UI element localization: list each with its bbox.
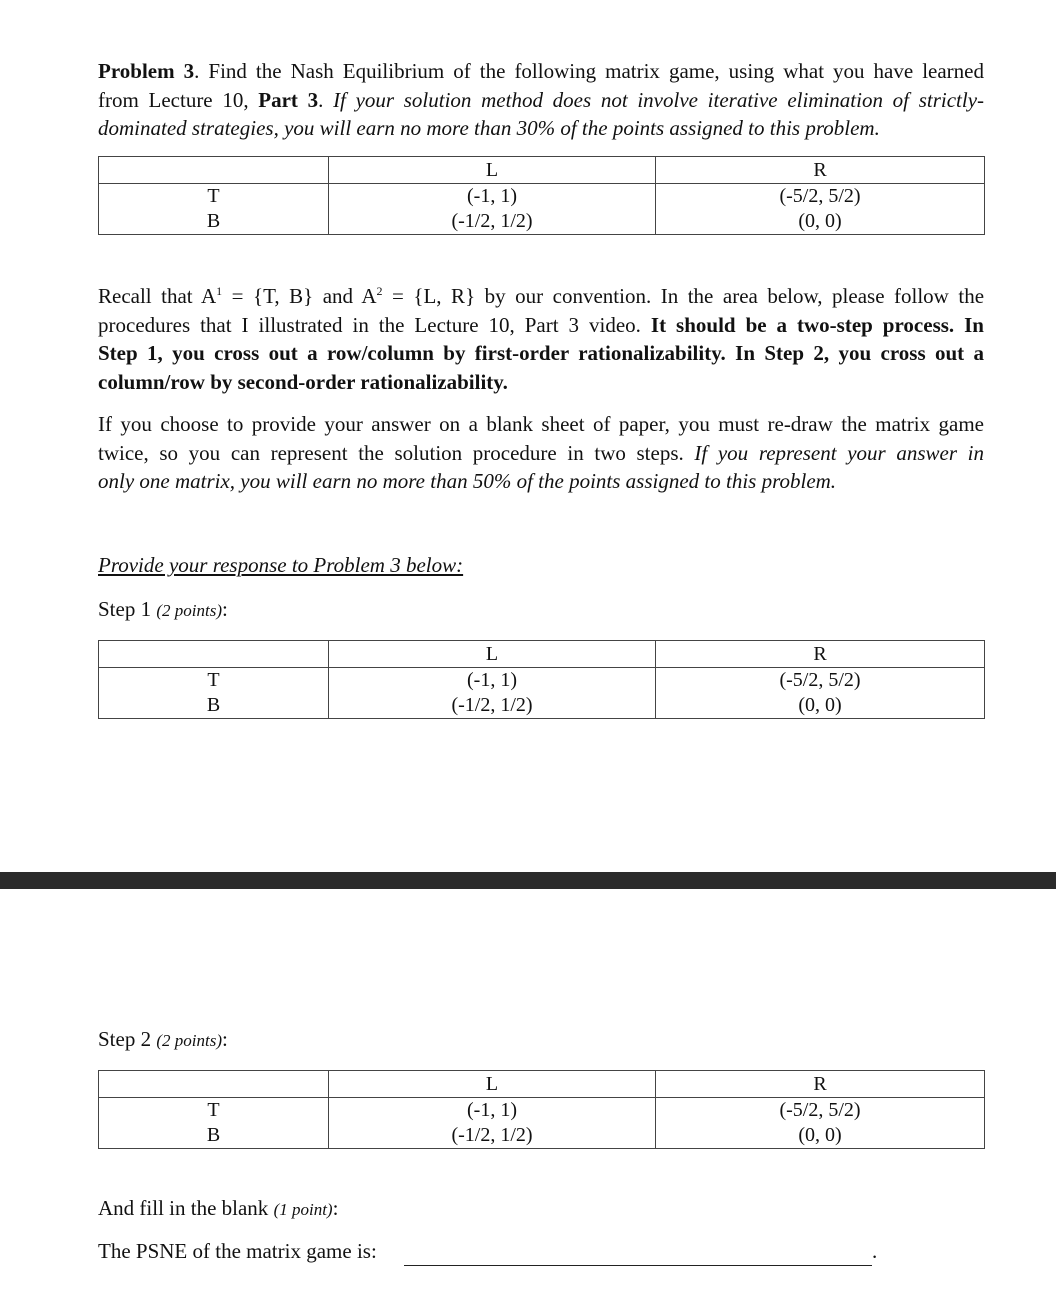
- fill-blank-label: And fill in the blank (1 point):: [98, 1196, 339, 1220]
- recall-paragraph: [98, 282, 984, 396]
- payoff-T-R: (-5/2, 5/2): [779, 1099, 861, 1121]
- paper-line-2: twice, so you can represent the solution procedure in two steps. If you represent your answer in: [98, 440, 984, 465]
- payoff-B-R: (0, 0): [798, 694, 842, 716]
- problem-statement: [98, 57, 984, 143]
- matrix-body-row: [99, 1098, 985, 1149]
- payoff-B-R: (0, 0): [798, 210, 842, 232]
- page-divider: [0, 872, 1056, 889]
- game-matrix-original: [98, 156, 985, 235]
- paper-line-1: If you choose to provide your answer on a blank sheet of paper, you must re-draw the matrix game: [98, 412, 984, 436]
- payoff-B-L: (-1/2, 1/2): [451, 210, 533, 232]
- column-label-R: R: [656, 157, 985, 184]
- problem-label: Problem 3: [98, 59, 195, 83]
- matrix-corner-cell: [99, 157, 329, 184]
- matrix-header-row: [99, 157, 985, 184]
- row-label-T[interactable]: T: [207, 669, 220, 691]
- matrix-corner-cell: [99, 1071, 329, 1098]
- paper-line-3: only one matrix, you will earn no more than 50% of the points assigned to this problem.: [98, 469, 837, 493]
- matrix-header-row: [99, 1071, 985, 1098]
- matrix-body-row: [99, 184, 985, 235]
- response-heading: Provide your response to Problem 3 below:: [98, 553, 464, 577]
- column-label-L[interactable]: L: [329, 641, 656, 668]
- game-matrix-step-2[interactable]: [98, 1070, 985, 1149]
- row-label-T[interactable]: T: [207, 1099, 220, 1121]
- matrix-body-row: [99, 668, 985, 719]
- column-label-R[interactable]: R: [656, 1071, 985, 1098]
- step-1-label: Step 1 (2 points):: [98, 597, 228, 621]
- payoff-T-L: (-1, 1): [467, 1099, 517, 1121]
- fill-blank-points: (1 point): [273, 1200, 333, 1219]
- row-label-B: B: [206, 210, 221, 232]
- step-2-label: Step 2 (2 points):: [98, 1027, 228, 1051]
- problem-line-3: dominated strategies, you will earn no more than 30% of the points assigned to this problem.: [98, 116, 880, 140]
- payoff-B-R: (0, 0): [798, 1124, 842, 1146]
- psne-answer-blank[interactable]: [404, 1265, 872, 1266]
- matrix-corner-cell: [99, 641, 329, 668]
- payoff-T-R: (-5/2, 5/2): [779, 185, 861, 207]
- paper-instructions: [98, 410, 984, 496]
- recall-line-1: Recall that $A^1 = \{T$, B} and $A^2 = \{L$, R} by our convention. In the area below, please follow the: [98, 284, 985, 308]
- payoff-T-L: (-1, 1): [467, 669, 517, 691]
- matrix-header-row: [99, 641, 985, 668]
- column-label-L: L: [329, 157, 656, 184]
- recall-line-3: Step 1, you cross out a row/column by first-order rationalizability. In Step 2, you cross out a: [98, 341, 984, 365]
- psne-period: .: [872, 1239, 878, 1263]
- psne-prompt: The PSNE of the matrix game is:: [98, 1239, 377, 1263]
- column-label-L[interactable]: L: [329, 1071, 656, 1098]
- column-label-R[interactable]: R: [656, 641, 985, 668]
- recall-line-4: column/row by second-order rationalizability.: [98, 369, 508, 394]
- row-label-B[interactable]: B: [206, 1124, 221, 1146]
- payoff-T-L: (-1, 1): [467, 185, 517, 207]
- recall-line-2: procedures that I illustrated in the Lecture 10, Part 3 video. It should be a two-step process. In: [98, 312, 984, 337]
- problem-line-2: from Lecture 10, Part 3. If your solution method does not involve iterative elimination of strictly-: [98, 87, 985, 112]
- row-label-T: T: [207, 185, 220, 207]
- payoff-B-L: (-1/2, 1/2): [451, 694, 533, 716]
- step-2-points: (2 points): [156, 1031, 222, 1050]
- payoff-T-R: (-5/2, 5/2): [779, 669, 861, 691]
- payoff-B-L: (-1/2, 1/2): [451, 1124, 533, 1146]
- game-matrix-step-1[interactable]: [98, 640, 985, 719]
- problem-line-1: Problem 3. Find the Nash Equilibrium of the following matrix game, using what you have learned: [98, 59, 984, 83]
- step-1-points: (2 points): [156, 601, 222, 620]
- row-label-B[interactable]: B: [206, 694, 221, 716]
